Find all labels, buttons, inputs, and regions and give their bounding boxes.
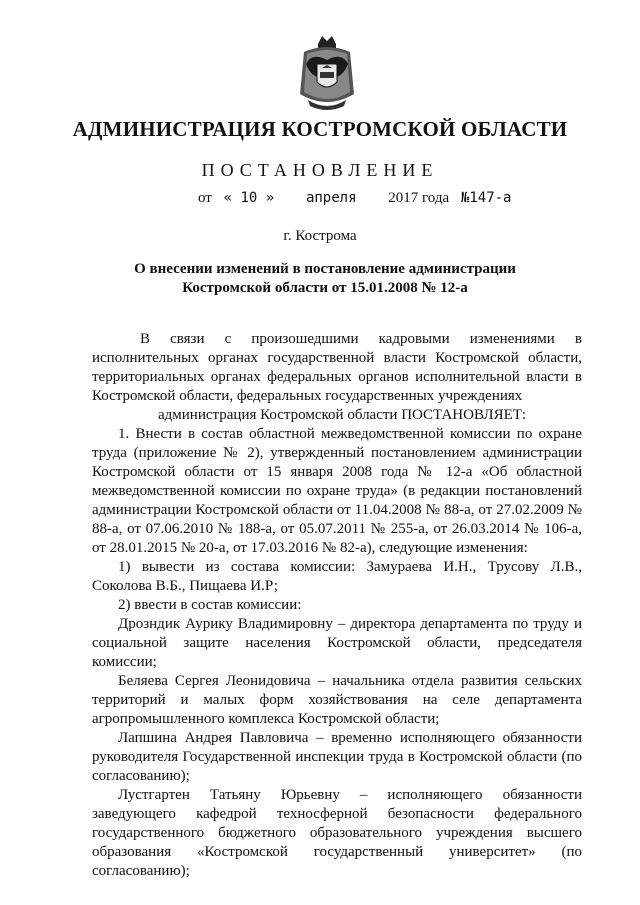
subject-line-1: О внесении изменений в постановление администрации [134,261,516,277]
paragraph-remove-members: 1) вывести из состава комиссии: Замураева И.Н., Трусову Л.В., Соколова В.Б., Пищаева И.Р; [92,559,582,594]
paragraph-resolves: администрация Костромской области ПОСТАНОВЛЯЕТ: [158,407,527,423]
date-line [198,190,558,207]
date-year: 2017 года [388,190,450,206]
paragraph-member-drozdnik: Дрозндик Аурику Владимировну – директора департамента по труду и социальной защите населения Костромской области, председателя комиссии; [92,616,582,670]
paragraph-member-lapshin: Лапшина Андрея Павловича – временно исполняющего обязанности руководителя Государственной инспекции труда в Костромской области (по согласованию); [92,730,582,784]
paragraph-preamble: В связи с произошедшими кадровыми изменениями в исполнительных органах государственной власти Костромской области, территориальных органах федеральных органов исполнительной власти в Костромской области, федеральных государственных учреждениях [92,331,582,404]
paragraph-member-lustgarten: Лустгартен Татьяну Юрьевну – исполняющего обязанности заведующего кафедрой техносферной безопасности федерального государственного бюджетного образовательного учреждения высшего образования «Костромской государственный университет» (по согласованию); [92,787,582,879]
document-type: ПОСТАНОВЛЕНИЕ [201,160,439,180]
document-number: №147-а [460,190,512,206]
document-subject [110,260,540,298]
city: г. Кострома [283,228,357,244]
date-prefix: от [198,190,212,206]
paragraph-add-members: 2) ввести в состав комиссии: [118,597,302,613]
document-body [92,330,582,881]
paragraph-item-1: 1. Внести в состав областной межведомственной комиссии по охране труда (приложение № 2), утвержденный постановлением администрации Костромской области от 15 января 2008 года № 12-а «Об областной межведомственной комиссии по охране труда» (в редакции постановлений администрации Костромской области от 11.04.2008 № 88-а, от 27.02.2009 № 88-а, от 07.06.2010 № 188-а, от 05.07.2011 № 255-а, от 26.03.2014 № 106-а, от 28.01.2015 № 20-а, от 17.03.2016 № 82-а), следующие изменения: [92,426,582,556]
date-month: апреля [305,190,357,206]
organization-title: АДМИНИСТРАЦИЯ КОСТРОМСКОЙ ОБЛАСТИ [72,117,568,141]
subject-line-2: Костромской области от 15.01.2008 № 12-а [182,280,468,296]
date-day: « 10 » [223,190,275,206]
paragraph-member-belyaev: Беляева Сергея Леонидовича – начальника отдела развития сельских территорий и малых форм хозяйствования на селе департамента агропромышленного комплекса Костромской области; [92,673,582,727]
coat-of-arms-icon [298,34,356,114]
